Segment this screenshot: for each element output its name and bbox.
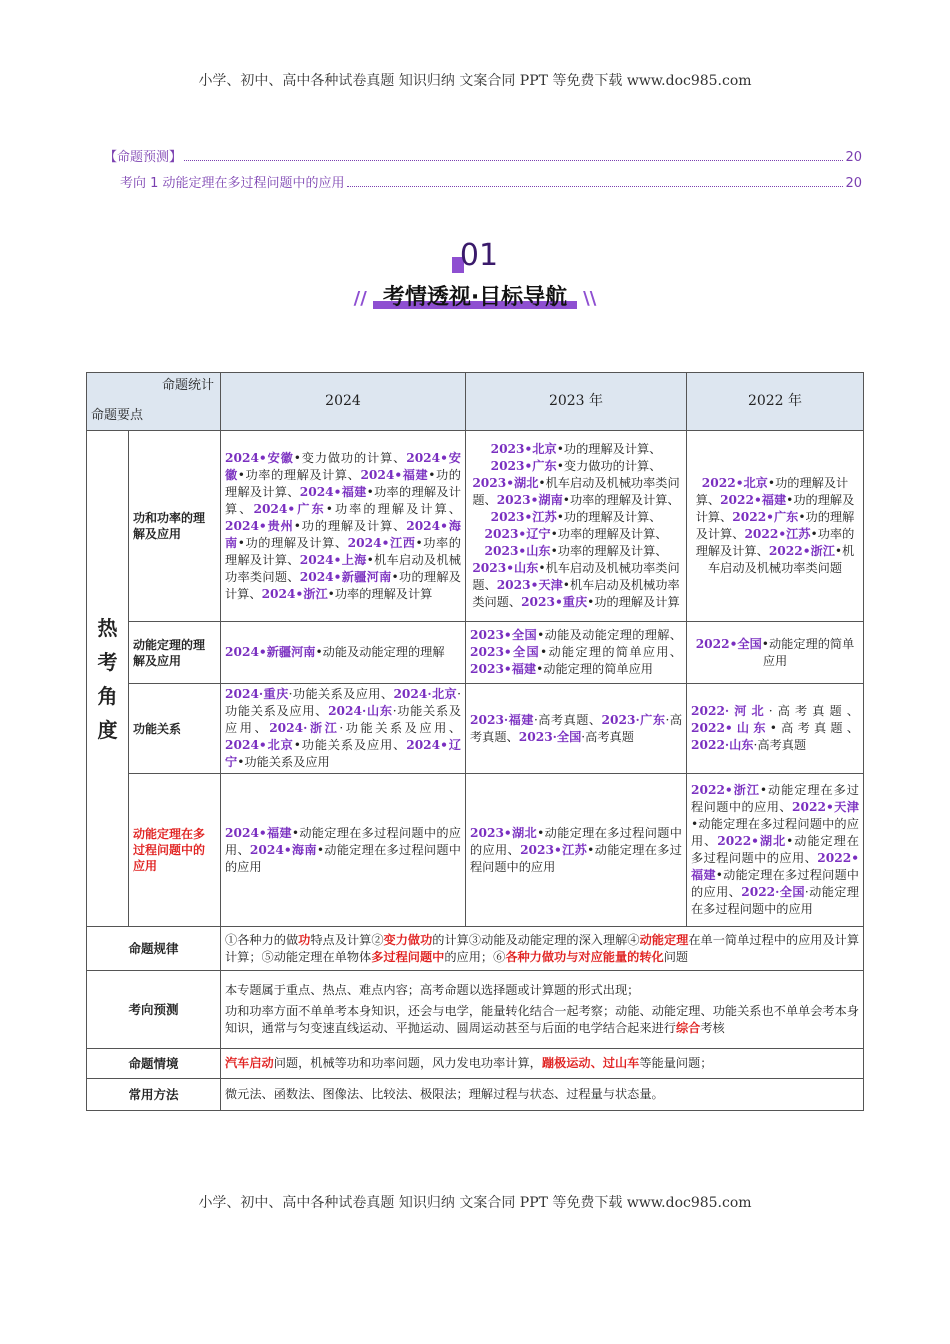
source-topic: •功率的理解及计算、 <box>225 484 461 516</box>
source-year: 2022•湖北 <box>717 834 787 848</box>
source-topic: •机车启动及机械功率类问题、 <box>472 561 680 592</box>
source-topic: •功率的理解及计算、 <box>550 527 668 541</box>
highlight-text: 动能定理 <box>639 932 689 947</box>
source-topic: •动能及动能定理的理解 <box>315 645 445 659</box>
highlight-text: 变力做功 <box>383 932 433 947</box>
cell-2024 <box>221 774 466 927</box>
source-topic: •功的理解及计算、 <box>225 569 461 601</box>
cell-2022 <box>687 431 864 622</box>
source-year: 2024•福建 <box>360 467 429 482</box>
source-topic: ·功能关系及应用、 <box>225 687 461 718</box>
source-topic: ·高考真题、 <box>470 712 683 744</box>
context-text <box>221 1049 864 1079</box>
source-year: 2024•福建 <box>299 484 367 499</box>
cell-2024 <box>221 622 466 684</box>
cell-2022 <box>687 684 864 774</box>
source-year: 2023•重庆 <box>521 595 588 609</box>
year-header: 2022 年 <box>687 373 864 431</box>
source-year: 2022•天津 <box>792 800 859 814</box>
toc-label: 考向 1 动能定理在多过程问题中的应用 <box>120 176 345 191</box>
source-year: 2024•辽宁 <box>225 738 461 769</box>
source-topic: •动能定理在多过程问题中的应用、 <box>470 825 682 857</box>
source-year: 2022•山东 <box>691 721 770 735</box>
source-year: 2024•贵州 <box>225 518 294 533</box>
source-year: 2023·全国 <box>518 729 582 744</box>
cell-2024 <box>221 431 466 622</box>
topic-label: 功和功率的理解及应用 <box>129 431 221 622</box>
source-topic: •功的理解及计算、 <box>695 476 849 507</box>
source-year: 2024•北京 <box>225 738 294 752</box>
source-year: 2024•福建 <box>225 825 292 840</box>
cell-2023 <box>466 431 687 622</box>
source-year: 2023•山东 <box>472 561 539 575</box>
source-year: 2023•江苏 <box>490 510 557 524</box>
source-year: 2022•福建 <box>691 851 859 882</box>
hot-angle-label: 热 考 角 度 <box>87 431 129 927</box>
toc-page: 20 <box>845 176 862 191</box>
source-year: 2024•安徽 <box>225 450 294 465</box>
slash-right: \\ <box>583 288 597 309</box>
source-topic: •功率的理解及计算、 <box>695 527 855 558</box>
source-year: 2024·浙江 <box>269 721 340 735</box>
source-topic: •功的理解及计算、 <box>225 467 461 499</box>
law-label: 命题规律 <box>87 927 221 971</box>
source-topic: •变力做功的计算、 <box>556 459 662 473</box>
source-topic: •功率的理解及计算、 <box>325 501 461 516</box>
source-year: 2023•湖北 <box>470 825 538 840</box>
methods-label: 常用方法 <box>87 1079 221 1111</box>
toc-page: 20 <box>845 150 862 165</box>
source-year: 2022•全国 <box>695 636 762 651</box>
source-year: 2024•广东 <box>253 501 326 516</box>
text-segment: ①各种力的做 <box>225 932 299 947</box>
text-segment: 在单一简单过程中的应用及计算计算；⑤动能定理在单物体 <box>225 932 860 964</box>
source-topic: •功的理解及计算、 <box>237 535 348 550</box>
source-topic: ·高考真题 <box>581 729 634 744</box>
source-topic: •功率的理解及计算、 <box>225 535 461 567</box>
source-topic: •功的理解及计算、 <box>293 518 407 533</box>
source-topic: •机车启动及机械功率类问题、 <box>472 476 680 507</box>
toc-entry[interactable] <box>120 172 862 191</box>
source-topic: •功率的理解及计算、 <box>550 544 668 558</box>
text-segment: 问题 <box>663 949 689 964</box>
source-topic: •功的理解及计算、 <box>556 510 662 524</box>
source-topic: •高考真题、 <box>769 721 859 735</box>
source-year: 2023•江苏 <box>520 842 588 857</box>
source-year: 2024•上海 <box>299 552 367 567</box>
highlight-text: 各种力做功与对应能量的转化 <box>505 949 664 964</box>
toc-leader <box>347 186 844 187</box>
source-year: 2022·河北 <box>691 704 769 718</box>
section-number: 01 <box>0 238 950 273</box>
source-year: 2023•全国 <box>470 645 540 659</box>
slash-left: // <box>353 288 367 309</box>
source-topic: •功能关系及应用、 <box>293 738 407 752</box>
source-topic: ·高考真题、 <box>768 704 859 718</box>
source-topic: •功的理解及计算、 <box>556 442 662 456</box>
source-topic: •功的理解及计算 <box>587 595 680 609</box>
cell-2024 <box>221 684 466 774</box>
source-year: 2022•福建 <box>720 493 787 507</box>
source-topic: •机车启动及机械功率类问题 <box>707 544 855 575</box>
exam-analysis-table <box>86 372 864 1111</box>
highlight-text: 多过程问题中 <box>371 949 445 964</box>
source-topic: •功率的理解及计算、 <box>562 493 680 507</box>
forecast-text: 本专题属于重点、热点、难点内容；高考命题以选择题或计算题的形式出现； 功和功率方面不单单考本身知识，还会与电学，能量转化结合一起考察；动能、动能定理、功能关系也不单单会考本身知识，通常与匀变速直线运动、平抛运动、圆周运动甚至与后面的电学结合起来进行综合考核 <box>221 971 864 1049</box>
source-topic: ·高考真题 <box>753 738 807 752</box>
source-year: 2023•湖北 <box>472 476 539 490</box>
source-year: 2024•新疆河南 <box>299 569 392 584</box>
source-year: 2023•广东 <box>490 459 557 473</box>
source-topic: •动能定理的简单应用、 <box>539 645 682 659</box>
source-topic: •动能定理在多过程问题中的应用、 <box>691 868 859 899</box>
source-year: 2023•全国 <box>470 628 538 642</box>
toc-leader <box>184 160 843 161</box>
source-topic: •功率的理解及计算、 <box>237 467 361 482</box>
source-topic: •功的理解及计算、 <box>695 510 855 541</box>
cell-2022 <box>687 774 864 927</box>
cell-2023 <box>466 774 687 927</box>
text-segment: 的应用；⑥ <box>444 949 506 964</box>
source-year: 2022·山东 <box>691 738 754 752</box>
highlight-text: 蹦极运动、过山车 <box>541 1056 640 1070</box>
source-year: 2023·福建 <box>470 712 534 727</box>
source-topic: •动能定理的简单应用 <box>761 636 855 668</box>
source-year: 2024•江西 <box>347 535 416 550</box>
topic-label: 功能关系 <box>129 684 221 774</box>
source-year: 2024•浙江 <box>261 586 328 601</box>
source-year: 2024·北京 <box>393 687 458 701</box>
highlight-text: 汽车启动 <box>225 1056 274 1070</box>
source-year: 2024•海南 <box>225 518 461 550</box>
source-topic: ·功能关系及应用、 <box>288 687 394 701</box>
source-year: 2023•湖南 <box>496 493 563 507</box>
source-topic: ·动能定理在多过程问题中的应用 <box>691 885 859 916</box>
source-topic: •动能定理的简单应用 <box>536 662 653 676</box>
source-year: 2023·广东 <box>601 712 666 727</box>
source-topic: •功能关系及应用 <box>237 755 330 769</box>
source-year: 2023•天津 <box>496 578 563 592</box>
source-year: 2024•新疆河南 <box>225 645 316 659</box>
topic-label: 动能定理在多过程问题中的应用 <box>129 774 221 927</box>
source-year: 2023•北京 <box>490 442 557 456</box>
year-header: 2023 年 <box>466 373 687 431</box>
source-topic: •动能定理在多过程问题中的应用、 <box>691 834 859 865</box>
table-corner: 命题统计 命题要点 <box>87 373 221 431</box>
page-footer: 小学、初中、高中各种试卷真题 知识归纳 文案合同 PPT 等免费下载 www.doc985.com <box>198 1195 752 1211</box>
source-year: 2022•浙江 <box>691 783 760 797</box>
law-text <box>221 927 864 971</box>
source-topic: •动能定理在多过程问题中的应用、 <box>225 825 461 857</box>
cell-2023 <box>466 622 687 684</box>
source-topic: •动能定理在多过程问题中的应用、 <box>691 817 859 848</box>
forecast-label: 考向预测 <box>87 971 221 1049</box>
year-header: 2024 <box>221 373 466 431</box>
text-segment: 问题，机械等功和功率问题，风力发电功率计算， <box>273 1056 542 1070</box>
source-year: 2024•海南 <box>249 842 317 857</box>
source-year: 2022•浙江 <box>768 544 835 558</box>
source-topic: ·功能关系及应用、 <box>339 721 462 735</box>
source-topic: •功率的理解及计算 <box>327 586 433 601</box>
methods-text: 微元法、函数法、图像法、比较法、极限法；理解过程与状态、过程量与状态量。 <box>221 1079 864 1111</box>
source-topic: •动能定理在多过程问题中的应用 <box>470 842 682 874</box>
cell-2023 <box>466 684 687 774</box>
section-title: // 考情透视·目标导航 \\ <box>0 280 950 311</box>
source-year: 2023•福建 <box>470 662 537 676</box>
source-topic: •变力做功的计算、 <box>293 450 407 465</box>
source-topic: ·高考真题、 <box>533 712 602 727</box>
source-topic: ·功能关系及应用、 <box>225 704 462 735</box>
source-topic: •动能定理在多过程问题中的应用 <box>225 842 461 874</box>
text-segment: 特点及计算② <box>310 932 384 947</box>
source-year: 2022·全国 <box>741 885 805 899</box>
source-topic: •动能定理在多过程问题中的应用、 <box>691 783 859 814</box>
source-year: 2023•山东 <box>484 544 551 558</box>
context-label: 命题情境 <box>87 1049 221 1079</box>
source-topic: •功的理解及计算、 <box>695 493 855 524</box>
highlight-text: 功 <box>298 932 311 947</box>
source-topic: •动能及动能定理的理解、 <box>537 628 682 642</box>
text-segment: 等能量问题； <box>639 1056 713 1070</box>
text-segment: 的计算③动能及动能定理的深入理解④ <box>432 932 640 947</box>
source-year: 2023•辽宁 <box>484 527 551 541</box>
toc-label: 【命题预测】 <box>104 150 183 165</box>
source-year: 2024·重庆 <box>225 687 289 701</box>
toc-entry[interactable] <box>104 146 862 165</box>
source-topic: •机车启动及机械功率类问题、 <box>225 552 461 584</box>
page-header: 小学、初中、高中各种试卷真题 知识归纳 文案合同 PPT 等免费下载 www.doc985.com <box>198 73 752 89</box>
cell-2022 <box>687 622 864 684</box>
source-year: 2022•江苏 <box>744 527 811 541</box>
topic-label: 动能定理的理解及应用 <box>129 622 221 684</box>
source-year: 2022•北京 <box>701 476 768 490</box>
source-topic: •机车启动及机械功率类问题、 <box>472 578 680 609</box>
source-year: 2022•广东 <box>732 510 799 524</box>
source-year: 2024•安徽 <box>225 450 461 482</box>
source-year: 2024·山东 <box>328 704 393 718</box>
